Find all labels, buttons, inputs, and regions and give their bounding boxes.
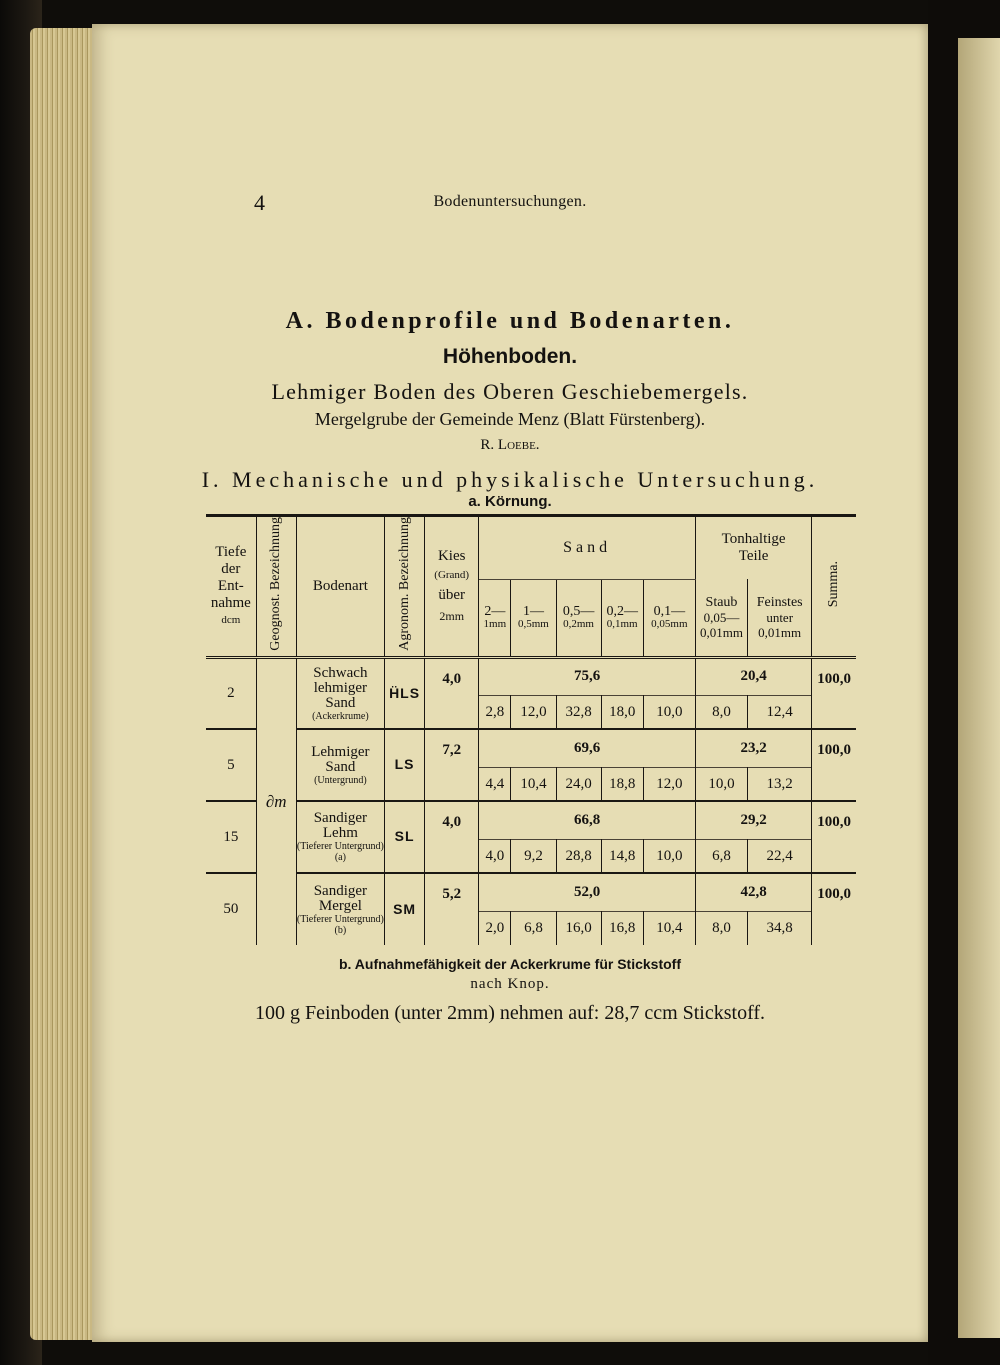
bodenart-line: Lehmiger (311, 743, 370, 760)
sand-fraction-value: 2,8 (485, 703, 505, 720)
book-page (92, 24, 928, 1342)
header-geognost-text: Geognost. Bezeichnung (268, 517, 284, 651)
sand-frac-1-to: 1mm (483, 617, 507, 630)
cell-sand-fraction (601, 767, 643, 801)
header-geognost (256, 516, 296, 658)
cell-agronom (385, 873, 425, 945)
sand-frac-2-to: 0,5mm (518, 617, 549, 630)
sand-fraction-value: 24,0 (565, 775, 592, 792)
running-head: Bodenuntersuchungen. (433, 193, 587, 210)
next-page-edge (958, 38, 1000, 1338)
sand-frac-3-from: 0,5— (562, 603, 595, 619)
cell-tiefe (206, 729, 256, 801)
bodenart-line: lehmiger (313, 679, 368, 696)
header-tiefe-l1: Tiefe (215, 544, 247, 561)
cell-ton-fraction (748, 839, 812, 873)
header-sand-frac-3 (556, 579, 601, 657)
summa-value: 100,0 (817, 814, 851, 831)
sand-fraction-value: 4,4 (485, 775, 505, 792)
header-summa (812, 516, 856, 658)
bodenart-line: Schwach (313, 664, 368, 681)
table-row-totals (206, 657, 856, 695)
sand-total-value: 66,8 (573, 812, 601, 828)
cell-ton-fraction (695, 767, 747, 801)
sand-total-value: 75,6 (573, 668, 601, 685)
part-b-heading: b. Aufnahmefähigkeit der Ackerkrume für Stickstoff (338, 956, 682, 972)
cell-kies (425, 729, 479, 801)
cell-sand-total (479, 657, 696, 695)
cell-summa (812, 729, 856, 801)
part-b-text: 100 g Feinboden (unter 2mm) nehmen auf: 28,7 ccm Stickstoff. (254, 1002, 766, 1024)
agronom-value: ḦLS (389, 684, 421, 701)
sand-fraction-value: 18,8 (609, 775, 636, 792)
cell-sand-fraction (643, 839, 695, 873)
cell-kies (425, 801, 479, 873)
cell-sand-fraction (643, 695, 695, 729)
table-row-totals (206, 729, 856, 767)
tiefe-value: 5 (227, 756, 235, 773)
cell-tiefe (206, 657, 256, 729)
sand-frac-4-from: 0,2— (606, 603, 638, 619)
sand-fraction-value: 10,0 (656, 703, 683, 720)
tiefe-value: 50 (223, 901, 239, 918)
sand-frac-4-to: 0,1mm (606, 617, 638, 630)
sand-fraction-value: 9,2 (524, 847, 543, 864)
summa-value: 100,0 (817, 886, 851, 903)
cell-sand-total (479, 729, 696, 767)
header-kies (425, 516, 479, 658)
header-tiefe-l4: nahme (210, 595, 251, 612)
cell-sand-fraction (479, 839, 511, 873)
header-sand-text: Sand (563, 538, 612, 556)
subsection-heading: Höhenboden. (442, 345, 578, 368)
header-feinstes (748, 579, 812, 657)
cell-sand-fraction (556, 767, 601, 801)
ton-total-value: 23,2 (740, 740, 767, 756)
cell-agronom (385, 657, 425, 729)
header-ton-l2: Teile (738, 548, 769, 565)
ton-fraction-value: 8,0 (712, 920, 731, 936)
bodenart-line: Sandiger (313, 810, 368, 827)
header-bodenart (296, 516, 384, 658)
sand-frac-2-from: 1— (522, 603, 544, 619)
cell-ton-fraction (748, 695, 812, 729)
cell-ton-fraction (748, 767, 812, 801)
cell-sand-fraction (511, 911, 556, 945)
cell-ton-total (695, 801, 811, 839)
cell-summa (812, 873, 856, 945)
table-body (206, 657, 856, 945)
cell-sand-fraction (479, 911, 511, 945)
bodenart-note: (Ackerkrume) (312, 710, 369, 722)
header-staub-l1: Staub (705, 595, 738, 611)
cell-ton-fraction (695, 839, 747, 873)
header-agronom (385, 516, 425, 658)
sand-fraction-value: 4,0 (485, 847, 505, 864)
kies-value: 7,2 (442, 742, 462, 759)
cell-sand-fraction (601, 695, 643, 729)
header-ton-l1: Tonhaltige (721, 531, 786, 548)
bodenart-line: Sand (325, 694, 356, 711)
cell-bodenart (296, 801, 384, 873)
header-feinstes-l2: unter (766, 610, 794, 626)
sand-total-value: 69,6 (573, 740, 601, 756)
header-bodenart-text: Bodenart (312, 577, 368, 594)
header-staub-l3: 0,01mm (700, 625, 743, 641)
cell-ton-fraction (695, 695, 747, 729)
cell-kies (425, 873, 479, 945)
header-tiefe-l2: der (221, 561, 241, 578)
header-summa-text: Summa. (826, 560, 842, 608)
header-agronom-text: Agronom. Bezeichnung (396, 517, 412, 651)
cell-sand-fraction (511, 695, 556, 729)
ton-fraction-value: 10,0 (708, 775, 735, 792)
cell-agronom (385, 729, 425, 801)
tiefe-value: 15 (223, 828, 239, 845)
sand-fraction-value: 12,0 (520, 703, 547, 720)
ton-fraction-value: 8,0 (712, 703, 731, 720)
bodenart-note: (Tieferer Untergrund) (b) (296, 913, 384, 936)
cell-sand-fraction (479, 767, 511, 801)
header-kies-l1: Kies (437, 547, 466, 564)
agronom-value: SL (394, 828, 415, 845)
header-ton (695, 516, 811, 580)
header-sand-frac-1 (479, 579, 511, 657)
cell-ton-total (695, 729, 811, 767)
cell-sand-fraction (556, 911, 601, 945)
header-sand-frac-2 (511, 579, 556, 657)
part-a-heading: a. Körnung. (468, 493, 552, 510)
geognost-value: ∂m (265, 792, 287, 811)
header-sand (479, 516, 696, 580)
sand-fraction-value: 10,4 (656, 920, 683, 936)
author-line: R. Loebe. (480, 437, 540, 453)
kies-value: 4,0 (442, 814, 462, 831)
header-staub (695, 579, 747, 657)
sand-fraction-value: 28,8 (565, 847, 592, 864)
ton-fraction-value: 22,4 (766, 847, 793, 864)
cell-bodenart (296, 657, 384, 729)
cell-sand-fraction (556, 839, 601, 873)
cell-ton-fraction (748, 911, 812, 945)
sand-fraction-value: 10,4 (520, 775, 547, 792)
sand-fraction-value: 18,0 (609, 703, 636, 720)
sand-frac-5-from: 0,1— (653, 603, 686, 619)
cell-summa (812, 801, 856, 873)
bodenart-line: Sand (325, 758, 356, 775)
cell-tiefe (206, 873, 256, 945)
ton-total-value: 29,2 (740, 812, 767, 828)
cell-sand-fraction (556, 695, 601, 729)
cell-geognost (256, 657, 296, 945)
sand-total-value: 52,0 (573, 884, 601, 900)
bodenart-line: Sandiger (313, 882, 368, 899)
header-kies-l4: 2mm (439, 608, 465, 623)
sand-fraction-value: 6,8 (524, 920, 543, 936)
sand-frac-1-from: 2— (484, 603, 506, 619)
cell-bodenart (296, 729, 384, 801)
sand-frac-3-to: 0,2mm (563, 617, 594, 630)
sand-fraction-value: 2,0 (485, 920, 505, 936)
agronom-value: SM (393, 900, 417, 917)
cell-ton-fraction (695, 911, 747, 945)
header-tiefe (206, 516, 256, 658)
bodenart-line: Mergel (318, 897, 362, 914)
cell-ton-total (695, 873, 811, 911)
bodenart-note: (Untergrund) (314, 774, 367, 786)
kies-value: 5,2 (442, 886, 462, 903)
cell-bodenart (296, 873, 384, 945)
ton-total-value: 42,8 (740, 884, 767, 900)
ton-total-value: 20,4 (740, 668, 767, 685)
header-tiefe-unit: dcm (221, 614, 241, 627)
table-row-totals (206, 873, 856, 911)
sand-fraction-value: 10,0 (656, 847, 683, 864)
summa-value: 100,0 (817, 742, 851, 759)
sand-frac-5-to: 0,05mm (651, 617, 688, 630)
cell-agronom (385, 801, 425, 873)
cell-sand-fraction (601, 839, 643, 873)
sand-fraction-value: 16,8 (609, 920, 636, 936)
cell-ton-total (695, 657, 811, 695)
sand-fraction-value: 14,8 (609, 847, 636, 864)
page-number: 4 (254, 190, 265, 215)
table-row-totals (206, 801, 856, 839)
cell-sand-fraction (643, 767, 695, 801)
location-line: Mergelgrube der Gemeinde Menz (Blatt Fürstenberg). (314, 409, 706, 429)
summa-value: 100,0 (817, 670, 851, 687)
header-kies-l3: über (438, 586, 466, 603)
cell-tiefe (206, 801, 256, 873)
sand-fraction-value: 16,0 (565, 920, 592, 936)
cell-summa (812, 657, 856, 729)
ton-fraction-value: 12,4 (766, 703, 793, 720)
header-kies-l2: (Grand) (434, 568, 470, 581)
cell-sand-total (479, 801, 696, 839)
tiefe-value: 2 (227, 685, 235, 701)
grain-size-table (206, 514, 856, 945)
cell-sand-fraction (601, 911, 643, 945)
part-b-subtitle: nach Knop. (470, 976, 550, 992)
header-feinstes-l3: 0,01mm (758, 625, 802, 641)
sand-fraction-value: 32,8 (565, 703, 592, 720)
agronom-value: LS (394, 756, 415, 773)
cell-sand-fraction (643, 911, 695, 945)
kies-value: 4,0 (442, 670, 462, 687)
header-sand-frac-5 (643, 579, 695, 657)
header-sand-frac-4 (601, 579, 643, 657)
part-heading: I. Mechanische und physikalische Untersuchung. (201, 467, 819, 492)
header-tiefe-l3: Ent- (217, 578, 244, 595)
cell-kies (425, 657, 479, 729)
header-staub-l2: 0,05— (703, 610, 740, 626)
ton-fraction-value: 13,2 (766, 775, 793, 792)
ton-fraction-value: 6,8 (712, 847, 731, 864)
section-heading: A. Bodenprofile und Bodenarten. (285, 308, 735, 334)
soil-title: Lehmiger Boden des Oberen Geschiebemergels. (271, 379, 749, 404)
cell-sand-fraction (479, 695, 511, 729)
cell-sand-fraction (511, 839, 556, 873)
grain-size-table-wrap (206, 514, 866, 945)
sand-fraction-value: 12,0 (656, 775, 683, 792)
bodenart-line: Lehm (322, 825, 358, 842)
page-edges (30, 28, 94, 1340)
cell-sand-total (479, 873, 696, 911)
bodenart-note: (Tieferer Untergrund) (a) (296, 841, 384, 864)
ton-fraction-value: 34,8 (766, 920, 793, 936)
header-feinstes-l1: Feinstes (756, 595, 803, 611)
cell-sand-fraction (511, 767, 556, 801)
